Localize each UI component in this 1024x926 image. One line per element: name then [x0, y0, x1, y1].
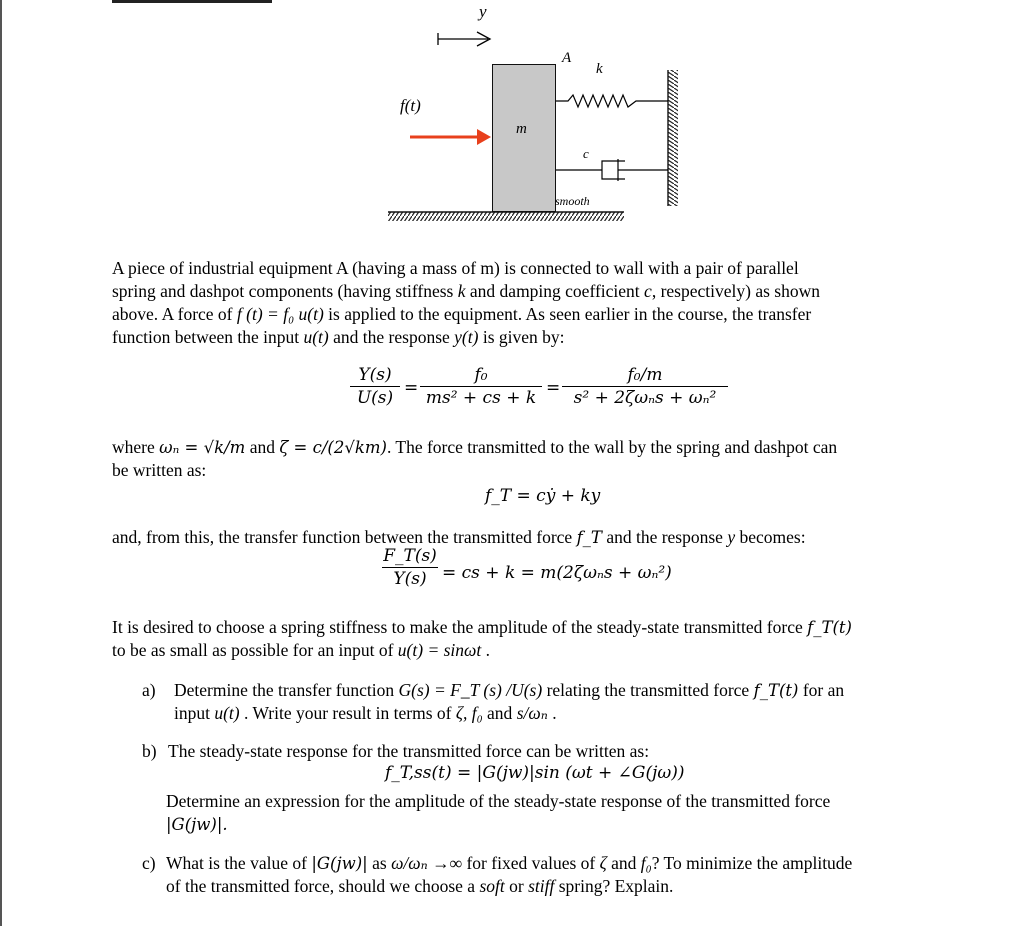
desired-line-2: to be as small as possible for an input of u(t) = sinωt .: [112, 640, 491, 660]
displacement-arrow: [438, 32, 490, 46]
question-b-line-3: |G(jw)|.: [166, 815, 228, 834]
intro-paragraph: [112, 257, 992, 349]
damper-label: c: [583, 146, 589, 161]
intro-line-2: spring and dashpot components (having stiffness k and damping coefficient c, respectively) as shown: [112, 281, 820, 301]
question-b-line-1: The steady-state response for the transmitted force can be written as:: [168, 741, 650, 761]
eq1-equals-1: =: [404, 378, 419, 398]
question-b-line-2: Determine an expression for the amplitude of the steady-state response of the transmitted force: [166, 791, 831, 811]
intro-line-1: A piece of industrial equipment A (having a mass of m) is connected to wall with a pair of parallel: [112, 258, 799, 278]
question-b-label: b): [142, 741, 157, 761]
spring: [554, 95, 668, 107]
steady-state-equation: f_T,ss(t) = |G(jw)|sin (ωt + ∠G(jω)): [385, 763, 685, 783]
desired-paragraph: [112, 616, 1002, 662]
where-paragraph: [112, 436, 992, 482]
question-c-line-1: What is the value of |G(jw)| as ω/ωₙ →∞ for fixed values of ζ and f₀? To minimize the amplitude: [166, 853, 853, 873]
eq1-equals-2: =: [546, 378, 561, 398]
question-a: [174, 679, 974, 725]
question-c: [166, 852, 996, 898]
page-left-border: [0, 0, 2, 926]
eq3-rhs: = cs + k = m(2ζωₙs + ωₙ²): [442, 563, 672, 583]
and-paragraph: and, from this, the transfer function between the transmitted force f_T and the response y becomes:: [112, 527, 806, 547]
question-a-label: a): [142, 680, 156, 700]
force-arrow: [410, 129, 491, 145]
wall-hatch: [668, 70, 678, 206]
transmitted-force-equation: f_T = cẏ + ky: [485, 486, 601, 506]
eq1-middle: f₀ ms² + cs + k: [420, 365, 542, 408]
intro-line-3: above. A force of f (t) = f₀ u(t) is applied to the equipment. As seen earlier in the course, the transfer: [112, 304, 812, 324]
mass-spring-damper-figure: [380, 0, 700, 235]
where-line-2: be written as:: [112, 460, 207, 480]
question-c-line-2: of the transmitted force, should we choose a soft or stiff spring? Explain.: [166, 876, 674, 896]
eq3-fraction: F_T(s) Y(s): [383, 546, 437, 589]
eq1-rhs: f₀/m s² + 2ζωₙs + ωₙ²: [562, 365, 728, 408]
question-a-line-2: input u(t) . Write your result in terms of ζ, f₀ and s/ωₙ .: [174, 703, 557, 723]
eq1-lhs: Y(s) U(s): [350, 365, 400, 408]
question-c-label: c): [142, 853, 156, 873]
mass-label: m: [516, 121, 527, 137]
surface-label: smooth: [555, 194, 590, 208]
top-rule: [112, 0, 272, 3]
question-b: [168, 740, 988, 763]
equipment-label: A: [562, 50, 572, 66]
y-label: y: [479, 2, 487, 21]
intro-line-4: function between the input u(t) and the response y(t) is given by:: [112, 327, 565, 347]
where-line-1: where ωₙ = √k/m and ζ = c/(2√km). The force transmitted to the wall by the spring and dashpot can: [112, 437, 838, 457]
force-label: f(t): [400, 96, 421, 115]
mass-block: [492, 64, 556, 212]
question-a-line-1: Determine the transfer function G(s) = F_T (s) /U(s) relating the transmitted force f_T(t) for an: [174, 680, 845, 700]
spring-label: k: [596, 61, 603, 77]
dashpot: [554, 159, 668, 181]
ground-hatch: [388, 212, 624, 221]
question-b-continued: [166, 790, 996, 836]
desired-line-1: It is desired to choose a spring stiffness to make the amplitude of the steady-state transmitted force f_T(t): [112, 617, 852, 637]
